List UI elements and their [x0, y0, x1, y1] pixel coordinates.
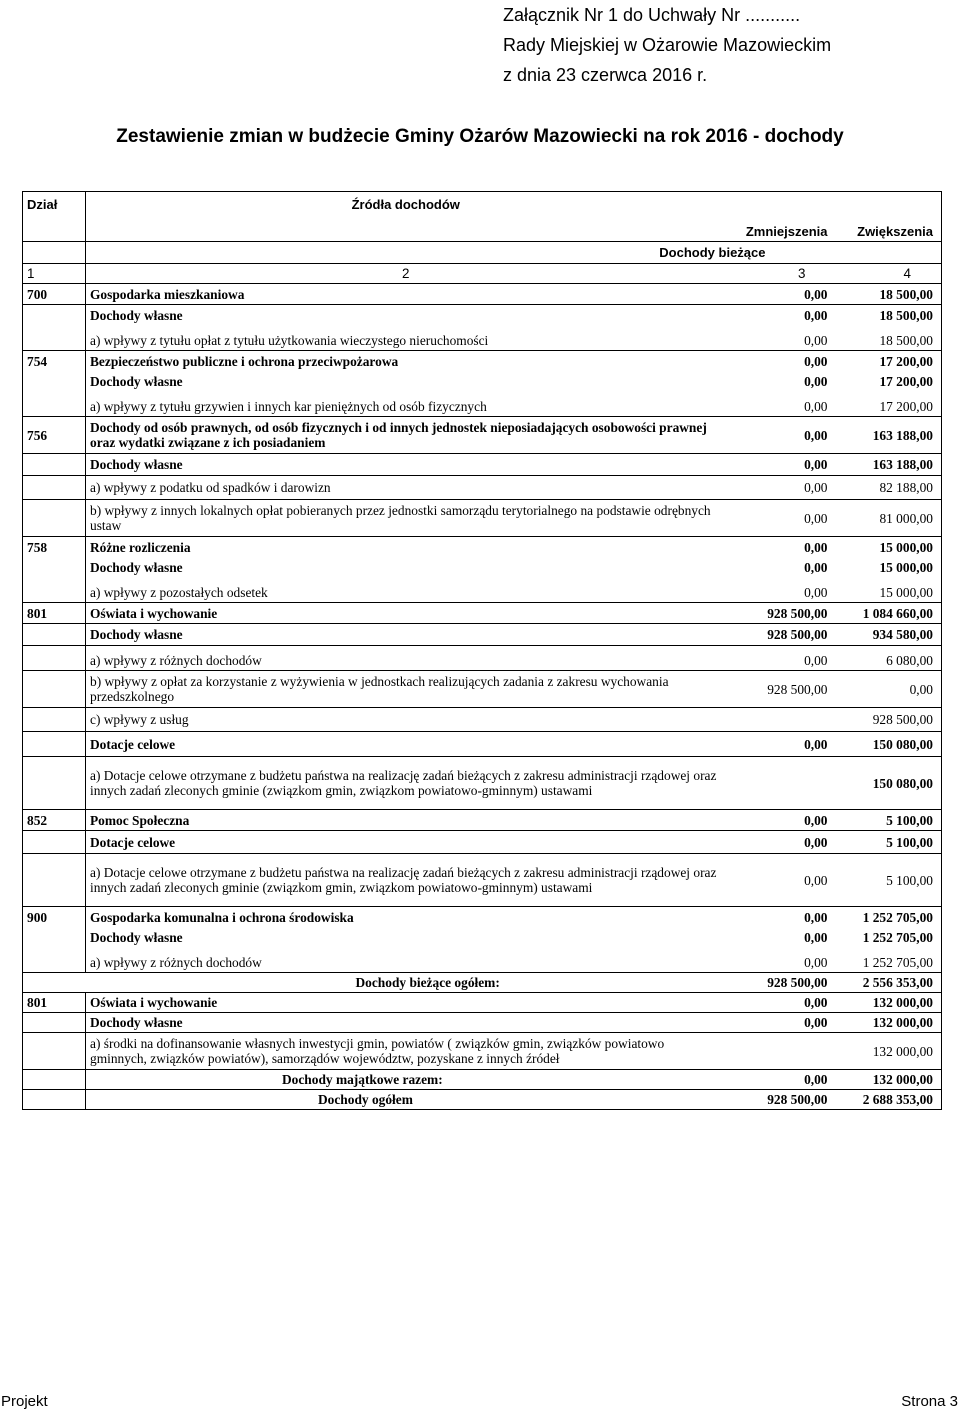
row-description: Dochody własne	[90, 560, 183, 575]
dzial-code: 900	[23, 907, 86, 928]
increase-value: 17 200,00	[836, 392, 942, 417]
decrease-value: 928 500,00	[767, 627, 828, 642]
row-description: a) Dotacje celowe otrzymane z budżetu państwa na realizację zadań bieżących z zakresu administracji rządowej oraz innych zadań zleconych gminie (związkom gmin, związkom powiatowo-gminnym) ustawami	[90, 865, 717, 895]
decrease-value: 0,00	[804, 909, 828, 925]
decrease-value: 928 500,00	[767, 605, 828, 621]
subtotal-row	[23, 1070, 942, 1090]
table-row	[23, 948, 942, 973]
row-description: a) wpływy z tytułu grzywien i innych kar pieniężnych od osób fizycznych	[90, 399, 487, 414]
increase-value: 928 500,00	[836, 708, 942, 732]
row-description: Oświata i wychowanie	[90, 605, 218, 621]
row-description: Bezpieczeństwo publiczne i ochrona przeciwpożarowa	[90, 353, 399, 369]
dzial-code: 754	[23, 351, 86, 372]
subtotal-label: Dochody majątkowe razem:	[282, 1072, 443, 1087]
row-description: Dochody własne	[90, 374, 183, 389]
row-description: Dochody własne	[90, 308, 183, 323]
dzial-code: 756	[23, 417, 86, 454]
increase-value: 5 100,00	[836, 831, 942, 854]
increase-value: 5 100,00	[836, 854, 942, 907]
decrease-value: 0,00	[804, 374, 828, 389]
increase-value: 15 000,00	[836, 537, 942, 558]
header-line-3: z dnia 23 czerwca 2016 r.	[503, 65, 708, 85]
decrease-value: 928 500,00	[767, 1092, 828, 1107]
footer-project-label: Projekt	[1, 1393, 48, 1410]
col-number-1: 1	[23, 264, 86, 284]
row-description: a) środki na dofinansowanie własnych inwestycji gmin, powiatów ( związków gmin, związków powiatowo gminnych, związków powiatów), samorządów województw, pozyskane z innych źródeł	[90, 1036, 665, 1066]
decrease-value: 0,00	[804, 930, 828, 945]
decrease-value: 928 500,00	[767, 975, 828, 990]
header-zmniejszenia: Zmniejszenia	[745, 223, 828, 239]
increase-value: 1 252 705,00	[836, 948, 942, 973]
row-description: Oświata i wychowanie	[90, 995, 218, 1010]
row-description: Dochody własne	[90, 1015, 183, 1030]
dzial-code: 801	[23, 993, 86, 1013]
table-row	[23, 854, 942, 907]
decrease-value: 0,00	[804, 995, 828, 1010]
row-description: c) wpływy z usług	[90, 712, 189, 727]
row-description: Pomoc Społeczna	[90, 812, 190, 828]
increase-value: 1 084 660,00	[836, 603, 942, 624]
subtotal-label: Dochody bieżące ogółem:	[355, 975, 500, 990]
subtotal-row	[23, 973, 942, 993]
increase-value: 2 688 353,00	[836, 1090, 942, 1110]
increase-value: 82 188,00	[836, 476, 942, 500]
table-row	[23, 927, 942, 948]
table-row	[23, 351, 942, 372]
table-row	[23, 326, 942, 351]
row-description: a) Dotacje celowe otrzymane z budżetu państwa na realizację zadań bieżących z zakresu administracji rządowej oraz innych zadań zleconych gminie (związkom gmin, związkom powiatowo-gminnym) ustawami	[90, 768, 717, 798]
table-row	[23, 537, 942, 558]
increase-value: 1 252 705,00	[836, 927, 942, 948]
increase-value: 934 580,00	[836, 624, 942, 646]
header-line-1: Załącznik Nr 1 do Uchwały Nr ...........	[503, 5, 801, 25]
increase-value: 2 556 353,00	[836, 973, 942, 993]
increase-value: 15 000,00	[836, 557, 942, 578]
increase-value: 150 080,00	[836, 732, 942, 757]
table-row	[23, 578, 942, 603]
increase-value: 17 200,00	[836, 351, 942, 372]
budget-table	[22, 191, 942, 1110]
row-description: a) wpływy z tytułu opłat z tytułu użytkowania wieczystego nieruchomości	[90, 333, 489, 348]
table-row	[23, 392, 942, 417]
column-number-row	[23, 264, 942, 284]
increase-value: 18 500,00	[836, 284, 942, 305]
header-zrodla: Źródła dochodów	[86, 192, 730, 222]
increase-value: 163 188,00	[836, 417, 942, 454]
increase-value: 132 000,00	[836, 1013, 942, 1033]
total-row	[23, 1090, 942, 1110]
table-row	[23, 454, 942, 476]
dzial-code: 801	[23, 603, 86, 624]
table-row	[23, 732, 942, 757]
table-row	[23, 305, 942, 327]
document-title: Zestawienie zmian w budżecie Gminy Ożarów Mazowiecki na rok 2016 - dochody	[116, 126, 844, 147]
table-row	[23, 646, 942, 671]
table-row	[23, 557, 942, 578]
table-header-row	[23, 192, 942, 222]
row-description: Dochody własne	[90, 457, 183, 472]
table-row	[23, 757, 942, 810]
decrease-value: 0,00	[804, 955, 828, 970]
decrease-value: 0,00	[804, 560, 828, 575]
table-row	[23, 500, 942, 537]
increase-value: 163 188,00	[836, 454, 942, 476]
increase-value: 6 080,00	[836, 646, 942, 671]
header-dzial: Dział	[23, 192, 86, 222]
table-row	[23, 476, 942, 500]
decrease-value: 0,00	[804, 812, 828, 828]
section-biezace-label: Dochody bieżące	[86, 242, 836, 264]
decrease-value: 0,00	[804, 1072, 828, 1087]
table-row	[23, 1013, 942, 1033]
increase-value: 150 080,00	[836, 757, 942, 810]
table-row	[23, 708, 942, 732]
decrease-value: 0,00	[804, 333, 828, 348]
increase-value: 18 500,00	[836, 326, 942, 351]
decrease-value: 0,00	[804, 585, 828, 600]
decrease-value: 0,00	[804, 457, 828, 472]
row-description: Dotacje celowe	[90, 834, 176, 850]
table-row	[23, 1033, 942, 1070]
table-row	[23, 907, 942, 928]
increase-value: 81 000,00	[836, 500, 942, 537]
decrease-value: 0,00	[804, 286, 828, 302]
row-description: b) wpływy z innych lokalnych opłat pobieranych przez jednostki samorządu terytorialnego na podstawie odrębnych ustaw	[90, 503, 711, 533]
decrease-value: 0,00	[804, 399, 828, 414]
footer-page-number: Strona 3	[901, 1393, 958, 1410]
row-description: Gospodarka komunalna i ochrona środowiska	[90, 909, 354, 925]
decrease-value: 0,00	[804, 308, 828, 323]
dzial-code: 758	[23, 537, 86, 558]
decrease-value: 928 500,00	[767, 681, 828, 697]
decrease-value	[730, 757, 836, 810]
table-row	[23, 284, 942, 305]
decrease-value: 0,00	[804, 539, 828, 555]
row-description: Dotacje celowe	[90, 736, 176, 752]
decrease-value: 0,00	[804, 427, 828, 443]
row-description: a) wpływy z podatku od spadków i darowizn	[90, 480, 331, 495]
decrease-value: 0,00	[804, 1015, 828, 1030]
row-description: a) wpływy z różnych dochodów	[90, 955, 262, 970]
increase-value: 132 000,00	[836, 1033, 942, 1070]
total-label: Dochody ogółem	[318, 1092, 413, 1107]
table-row	[23, 993, 942, 1013]
row-description: Gospodarka mieszkaniowa	[90, 286, 245, 302]
row-description: a) wpływy z pozostałych odsetek	[90, 585, 268, 600]
table-row	[23, 810, 942, 831]
increase-value: 18 500,00	[836, 305, 942, 327]
decrease-value: 0,00	[804, 353, 828, 369]
increase-value: 132 000,00	[836, 1070, 942, 1090]
increase-value: 15 000,00	[836, 578, 942, 603]
row-description: Dochody własne	[90, 930, 183, 945]
table-row	[23, 417, 942, 454]
increase-value: 17 200,00	[836, 371, 942, 392]
table-header-row	[23, 221, 942, 242]
increase-value: 5 100,00	[836, 810, 942, 831]
table-row	[23, 624, 942, 646]
decrease-value: 0,00	[804, 480, 828, 495]
table-row	[23, 603, 942, 624]
decrease-value: 0,00	[804, 736, 828, 752]
header-zwiekszenia: Zwiększenia	[836, 221, 942, 242]
decrease-value: 0,00	[804, 834, 828, 850]
dzial-code: 700	[23, 284, 86, 305]
dzial-code: 852	[23, 810, 86, 831]
increase-value: 1 252 705,00	[836, 907, 942, 928]
decrease-value: 0,00	[804, 872, 828, 888]
col-number-4: 4	[836, 264, 942, 284]
decrease-value: 0,00	[804, 510, 828, 526]
col-number-3: 3	[730, 264, 836, 284]
decrease-value: 0,00	[804, 653, 828, 668]
col-number-2: 2	[86, 264, 730, 284]
section-header-row	[23, 242, 942, 264]
header-line-2: Rady Miejskiej w Ożarowie Mazowieckim	[503, 35, 832, 55]
decrease-value	[730, 1033, 836, 1070]
row-description: Dochody od osób prawnych, od osób fizycznych i od innych jednostek nieposiadających osobowości prawnej oraz wydatki związane z ich posiadaniem	[90, 420, 707, 450]
table-row	[23, 671, 942, 708]
row-description: Dochody własne	[90, 627, 183, 642]
row-description: b) wpływy z opłat za korzystanie z wyżywienia w jednostkach realizujących zadania z zakresu wychowania przedszkolnego	[90, 674, 669, 704]
increase-value: 0,00	[836, 671, 942, 708]
row-description: Różne rozliczenia	[90, 539, 191, 555]
table-row	[23, 371, 942, 392]
row-description: a) wpływy z różnych dochodów	[90, 653, 262, 668]
decrease-value	[730, 708, 836, 732]
table-row	[23, 831, 942, 854]
increase-value: 132 000,00	[836, 993, 942, 1013]
